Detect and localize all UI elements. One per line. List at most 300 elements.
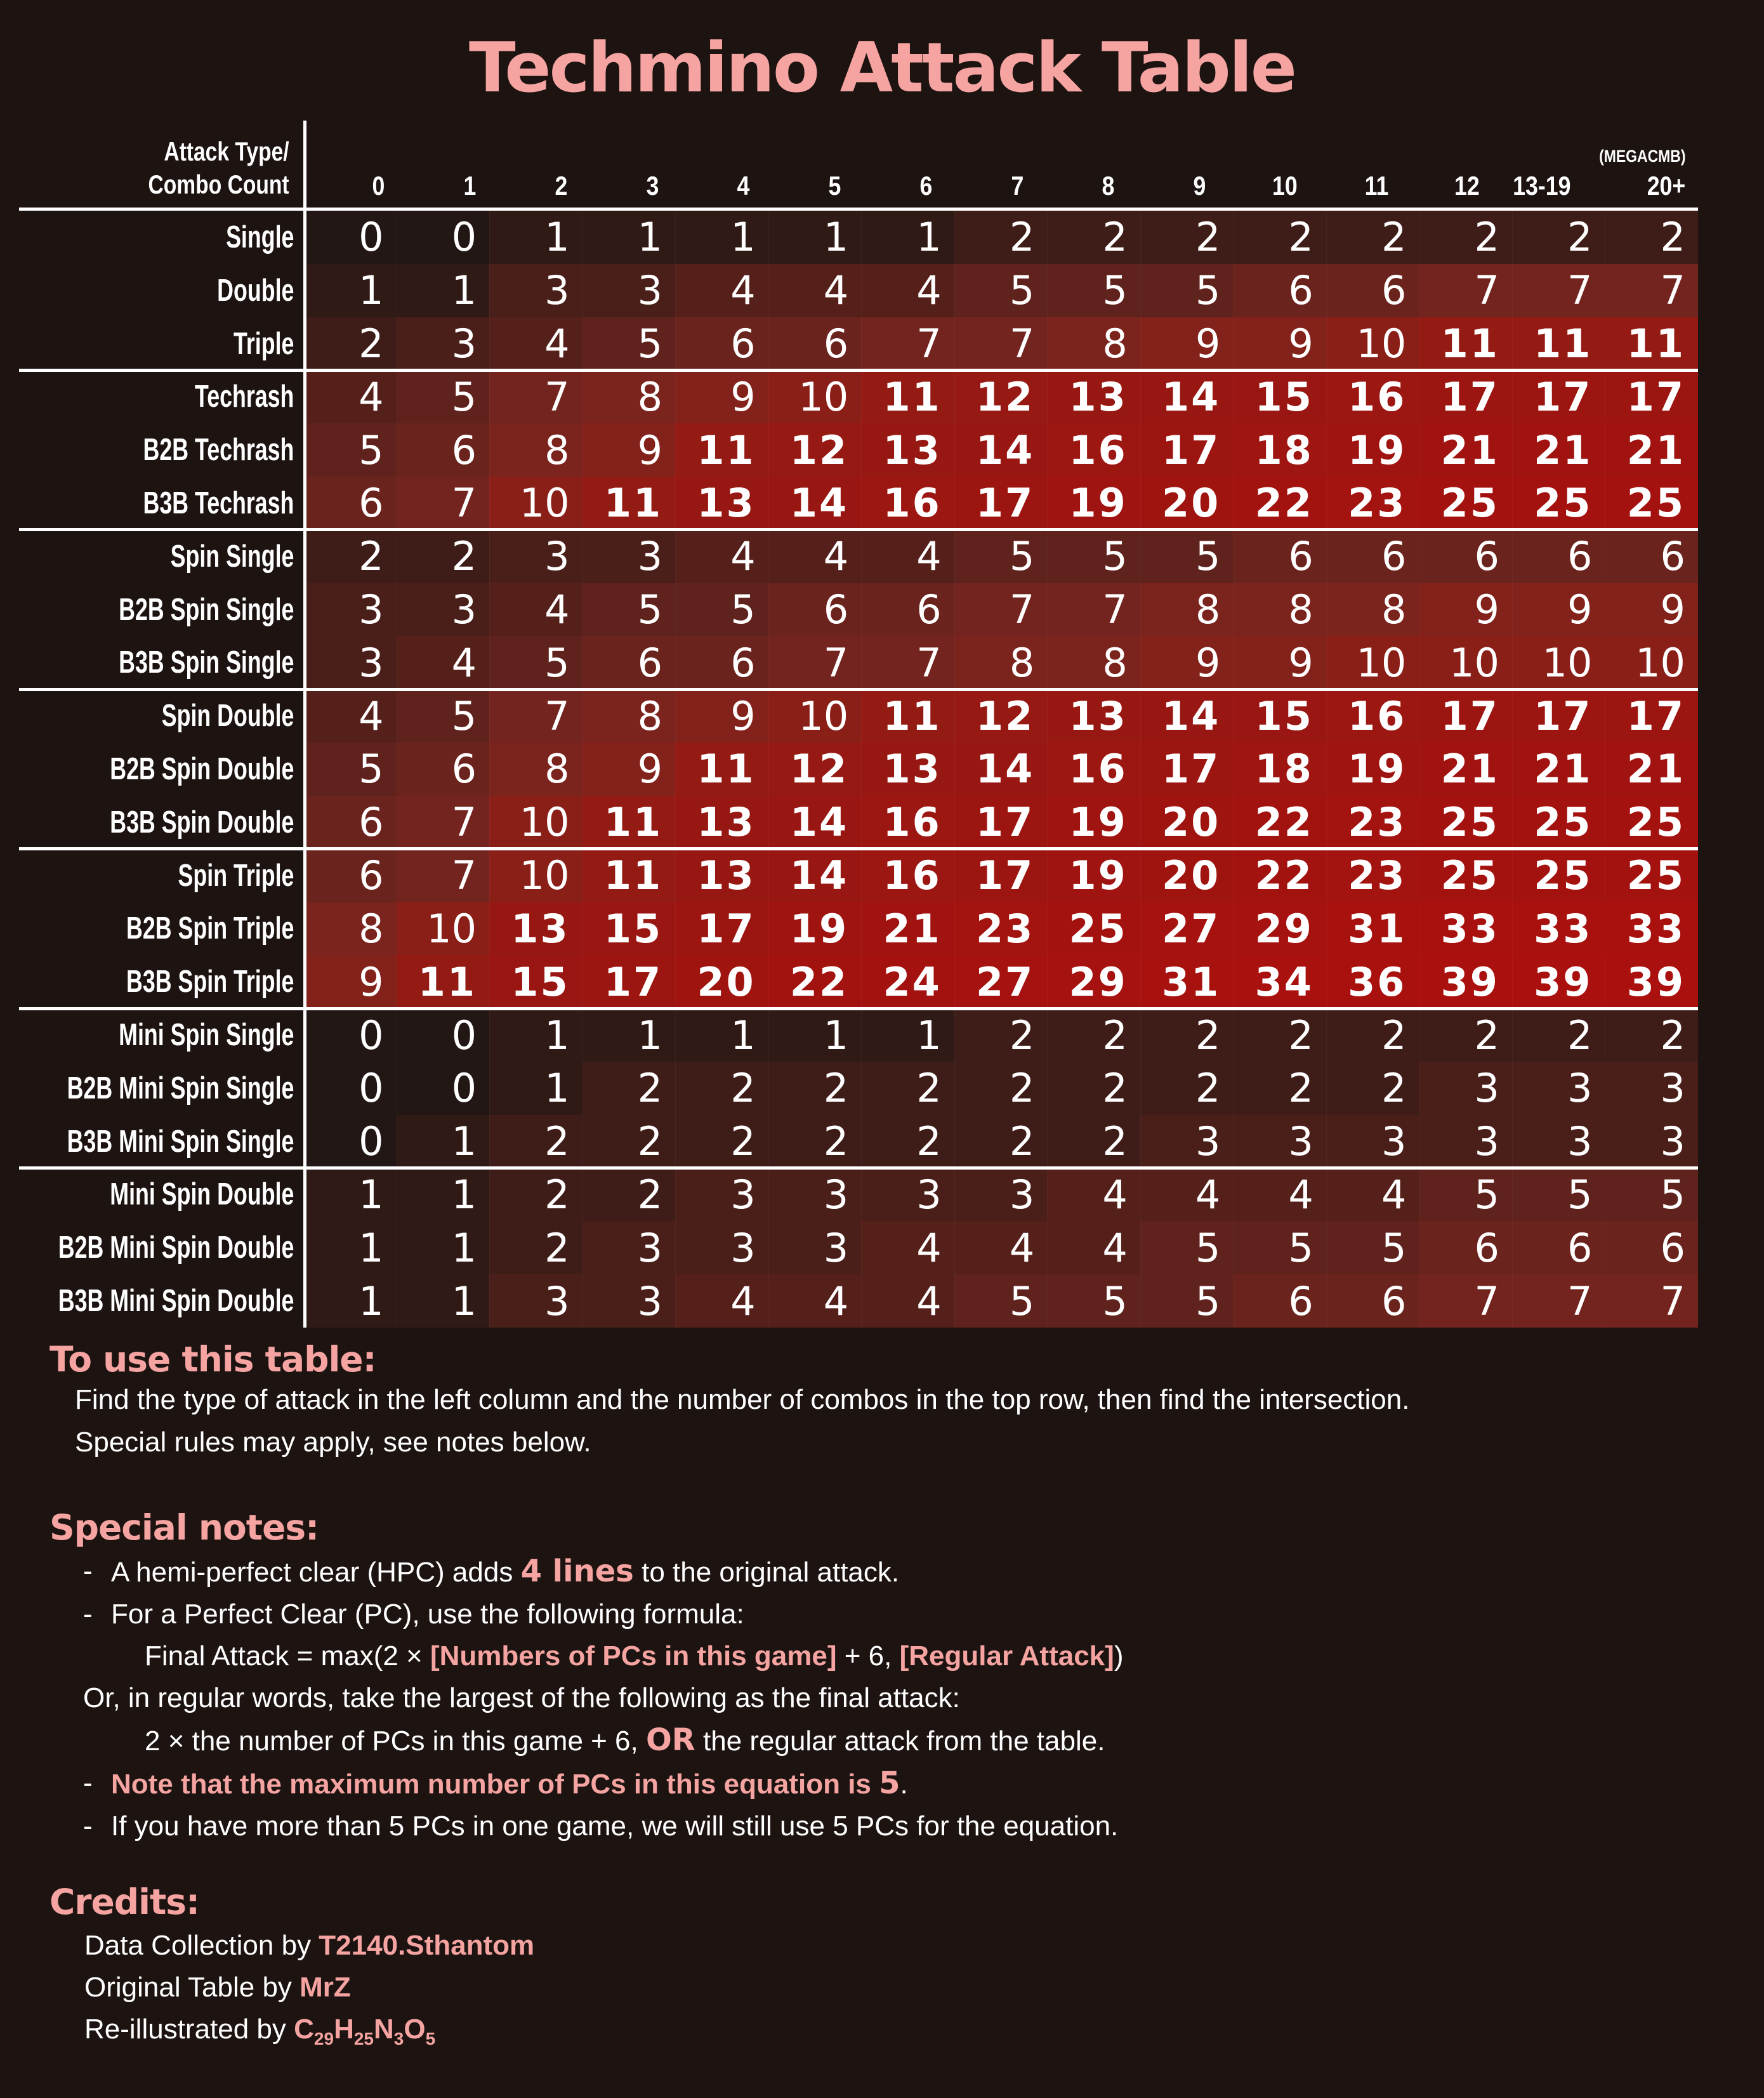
table-row: [19, 636, 1698, 689]
attack-value-cell: 7: [1047, 583, 1140, 637]
attack-value-cell: 3: [583, 530, 676, 583]
column-header-value: 13-19: [1513, 171, 1571, 201]
note-text: [145, 1724, 1105, 1757]
attack-value-cell: 25: [1512, 796, 1605, 849]
attack-value-cell: 13: [675, 849, 768, 902]
attack-value-cell: 9: [1512, 583, 1605, 637]
table-row: [19, 849, 1698, 902]
attack-value-cell: 2: [1047, 1008, 1140, 1062]
attack-value-cell: 12: [768, 423, 862, 477]
how-to-section: [75, 1384, 1409, 1469]
attack-value-cell: 2: [1605, 1008, 1698, 1062]
attack-value-cell: 10: [1605, 636, 1698, 689]
attack-table: [19, 121, 1698, 1328]
attack-value-cell: 2: [583, 1168, 676, 1222]
attack-value-cell: 5: [303, 742, 397, 796]
attack-value-cell: 1: [583, 211, 676, 264]
row-label: Mini Spin Single: [119, 1018, 294, 1053]
row-label: B3B Mini Spin Single: [67, 1124, 294, 1159]
attack-value-cell: 9: [583, 742, 676, 796]
attack-value-cell: 1: [397, 1115, 490, 1168]
attack-value-cell: 19: [1047, 796, 1140, 849]
attack-value-cell: 29: [1233, 902, 1326, 956]
corner-label: [19, 121, 303, 208]
how-to-line: Special rules may apply, see notes below.: [75, 1427, 591, 1458]
column-header: [1584, 121, 1698, 208]
attack-value-cell: 6: [1512, 530, 1605, 583]
credits-heading: Credits:: [49, 1882, 200, 1922]
attack-value-cell: 14: [1140, 689, 1234, 742]
bullet-dash: -: [83, 1767, 93, 1798]
bullet-dash: -: [83, 1811, 93, 1842]
attack-value-cell: 25: [1512, 477, 1605, 530]
row-label: B3B Mini Spin Double: [58, 1284, 294, 1319]
header-separator: [19, 208, 1698, 211]
attack-value-cell: 21: [1605, 742, 1698, 796]
table-row: [19, 1221, 1698, 1274]
attack-value-cell: 8: [1047, 317, 1140, 371]
attack-value-cell: 2: [1140, 211, 1234, 264]
attack-value-cell: 6: [397, 423, 490, 477]
note-line: [83, 1811, 1123, 1842]
attack-value-cell: 25: [1605, 477, 1698, 530]
row-label: Spin Double: [161, 699, 294, 734]
attack-value-cell: 4: [303, 689, 397, 742]
attack-value-cell: 1: [489, 211, 583, 264]
table-row: [19, 264, 1698, 317]
group-separator: [19, 1007, 1698, 1010]
attack-value-cell: 5: [303, 423, 397, 477]
attack-value-cell: 1: [303, 1221, 397, 1274]
column-header: [1036, 121, 1128, 208]
attack-value-cell: 33: [1605, 902, 1698, 956]
attack-value-cell: 15: [489, 955, 583, 1008]
bullet-dash: -: [83, 1599, 93, 1630]
column-header: [945, 121, 1036, 208]
attack-value-cell: 16: [1326, 689, 1419, 742]
table-row: [19, 477, 1698, 530]
attack-value-cell: 6: [1419, 1221, 1512, 1274]
row-label: B3B Techrash: [143, 485, 294, 520]
text-segment: MrZ: [299, 1972, 351, 2003]
attack-value-cell: 6: [1233, 1274, 1326, 1328]
column-header-value: 5: [828, 171, 841, 201]
text-segment: Final Attack = max(2 ×: [145, 1640, 430, 1672]
attack-value-cell: 8: [1233, 583, 1326, 637]
attack-value-cell: 13: [675, 477, 768, 530]
attack-value-cell: 0: [303, 1115, 397, 1168]
attack-value-cell: 3: [489, 264, 583, 317]
attack-value-cell: 1: [397, 1221, 490, 1274]
attack-value-cell: 22: [1233, 796, 1326, 849]
special-notes-section: [83, 1555, 1123, 1852]
attack-value-cell: 3: [583, 264, 676, 317]
attack-value-cell: 8: [1326, 583, 1419, 637]
row-label: B3B Spin Triple: [126, 965, 294, 1000]
column-header-value: 12: [1454, 171, 1480, 201]
attack-value-cell: 0: [303, 1062, 397, 1115]
attack-value-cell: 6: [675, 317, 768, 371]
attack-value-cell: 7: [861, 636, 954, 689]
attack-value-cell: 19: [1047, 477, 1140, 530]
attack-value-cell: 4: [489, 317, 583, 371]
attack-value-cell: 14: [954, 742, 1048, 796]
attack-value-cell: 6: [303, 796, 397, 849]
attack-value-cell: 1: [303, 1168, 397, 1222]
column-header-value: 9: [1193, 171, 1206, 201]
row-label: B2B Mini Spin Single: [67, 1071, 294, 1105]
attack-value-cell: 9: [1605, 583, 1698, 637]
attack-value-cell: 3: [675, 1221, 768, 1274]
attack-value-cell: 8: [303, 902, 397, 956]
attack-value-cell: 12: [954, 370, 1048, 423]
credit-line: [84, 1930, 534, 1962]
attack-value-cell: 1: [861, 211, 954, 264]
attack-value-cell: 5: [1512, 1168, 1605, 1222]
attack-value-cell: 10: [489, 796, 583, 849]
table-row: [19, 530, 1698, 583]
attack-value-cell: 25: [1605, 849, 1698, 902]
attack-value-cell: 8: [1140, 583, 1234, 637]
text-segment: ): [1114, 1640, 1124, 1672]
attack-value-cell: 9: [1140, 636, 1234, 689]
group-separator: [19, 1166, 1698, 1170]
attack-value-cell: 5: [1140, 530, 1234, 583]
attack-value-cell: 8: [583, 370, 676, 423]
attack-value-cell: 11: [583, 477, 676, 530]
attack-value-cell: 17: [1512, 689, 1605, 742]
attack-value-cell: 3: [397, 317, 490, 371]
column-header: [306, 121, 398, 208]
attack-value-cell: 18: [1233, 423, 1326, 477]
row-label: B2B Spin Triple: [126, 911, 294, 946]
attack-value-cell: 6: [1326, 530, 1419, 583]
attack-value-cell: 11: [675, 742, 768, 796]
attack-value-cell: 2: [1233, 211, 1326, 264]
text-segment: Data Collection by: [84, 1930, 319, 1961]
text-segment: 29: [313, 2029, 334, 2049]
attack-value-cell: 2: [861, 1062, 954, 1115]
attack-value-cell: 6: [1326, 264, 1419, 317]
attack-value-cell: 6: [1419, 530, 1512, 583]
attack-value-cell: 2: [1233, 1062, 1326, 1115]
attack-value-cell: 2: [1047, 1062, 1140, 1115]
column-headers: [306, 121, 1698, 208]
attack-value-cell: 1: [303, 1274, 397, 1328]
attack-value-cell: 3: [1605, 1115, 1698, 1168]
note-text: [111, 1811, 1118, 1842]
attack-value-cell: 14: [1140, 370, 1234, 423]
attack-value-cell: 22: [768, 955, 862, 1008]
attack-value-cell: 2: [489, 1221, 583, 1274]
attack-value-cell: 12: [768, 742, 862, 796]
attack-value-cell: 3: [675, 1168, 768, 1222]
attack-value-cell: 9: [675, 370, 768, 423]
table-row: [19, 211, 1698, 264]
attack-value-cell: 4: [1047, 1168, 1140, 1222]
attack-value-cell: 11: [861, 689, 954, 742]
attack-value-cell: 13: [861, 423, 954, 477]
attack-value-cell: 3: [397, 583, 490, 637]
attack-value-cell: 23: [1326, 477, 1419, 530]
text-segment: Re-illustrated by: [84, 2014, 294, 2045]
attack-value-cell: 2: [1419, 211, 1512, 264]
attack-value-cell: 1: [489, 1008, 583, 1062]
attack-value-cell: 17: [1140, 742, 1234, 796]
attack-value-cell: 24: [861, 955, 954, 1008]
attack-value-cell: 10: [1419, 636, 1512, 689]
text-segment: [Numbers of PCs in this game]: [430, 1640, 837, 1672]
attack-value-cell: 2: [1512, 211, 1605, 264]
column-header-value: 2: [555, 171, 568, 201]
attack-value-cell: 0: [397, 1008, 490, 1062]
attack-value-cell: 10: [489, 477, 583, 530]
attack-value-cell: 0: [397, 211, 490, 264]
megacmb-label: (MEGACMB): [1598, 147, 1685, 166]
attack-value-cell: 3: [583, 1274, 676, 1328]
column-header: [854, 121, 945, 208]
attack-value-cell: 7: [397, 849, 490, 902]
attack-value-cell: 10: [768, 370, 862, 423]
attack-value-cell: 16: [1326, 370, 1419, 423]
attack-value-cell: 21: [1605, 423, 1698, 477]
attack-value-cell: 11: [583, 796, 676, 849]
attack-value-cell: 36: [1326, 955, 1419, 1008]
attack-value-cell: 6: [768, 583, 862, 637]
attack-value-cell: 6: [675, 636, 768, 689]
attack-value-cell: 13: [675, 796, 768, 849]
text-segment: Note that the maximum number of PCs in this equation is: [111, 1769, 879, 1800]
attack-value-cell: 20: [1140, 849, 1234, 902]
attack-value-cell: 4: [954, 1221, 1048, 1274]
group-separator: [19, 369, 1698, 372]
attack-value-cell: 17: [1140, 423, 1234, 477]
column-header-value: 6: [919, 171, 933, 201]
attack-value-cell: 2: [583, 1062, 676, 1115]
attack-value-cell: 3: [489, 530, 583, 583]
attack-value-cell: 6: [1512, 1221, 1605, 1274]
attack-value-cell: 4: [675, 264, 768, 317]
text-segment: C: [294, 2014, 314, 2045]
attack-value-cell: 5: [1047, 530, 1140, 583]
column-header: [398, 121, 489, 208]
table-row: [19, 1168, 1698, 1222]
attack-value-cell: 19: [1047, 849, 1140, 902]
column-header: [1219, 121, 1310, 208]
attack-value-cell: 7: [954, 317, 1048, 371]
attack-value-cell: 27: [954, 955, 1048, 1008]
credits-section: [84, 1930, 534, 2065]
attack-value-cell: 39: [1512, 955, 1605, 1008]
attack-value-cell: 11: [397, 955, 490, 1008]
group-separator: [19, 847, 1698, 850]
attack-value-cell: 0: [303, 211, 397, 264]
column-header-value: 4: [737, 171, 750, 201]
attack-value-cell: 16: [1047, 742, 1140, 796]
attack-value-cell: 6: [397, 742, 490, 796]
attack-value-cell: 4: [303, 370, 397, 423]
attack-value-cell: 27: [1140, 902, 1234, 956]
attack-value-cell: 15: [1233, 370, 1326, 423]
attack-value-cell: 17: [583, 955, 676, 1008]
attack-value-cell: 9: [675, 689, 768, 742]
special-notes-heading: Special notes:: [49, 1507, 319, 1548]
attack-value-cell: 6: [861, 583, 954, 637]
attack-value-cell: 2: [1419, 1008, 1512, 1062]
attack-value-cell: 5: [954, 264, 1048, 317]
attack-value-cell: 20: [1140, 796, 1234, 849]
attack-value-cell: 9: [583, 423, 676, 477]
attack-value-cell: 19: [1326, 742, 1419, 796]
row-label: Techrash: [195, 379, 294, 414]
text-segment: T2140.Sthantom: [319, 1930, 535, 1961]
row-label: Single: [226, 220, 294, 254]
attack-value-cell: 10: [1326, 317, 1419, 371]
column-header-value: 3: [646, 171, 659, 201]
attack-value-cell: 23: [954, 902, 1048, 956]
attack-value-cell: 7: [1605, 1274, 1698, 1328]
page-title: Techmino Attack Table: [468, 29, 1296, 108]
how-to-heading: To use this table:: [49, 1339, 376, 1380]
attack-value-cell: 1: [303, 264, 397, 317]
attack-value-cell: 4: [675, 530, 768, 583]
bullet-dash: -: [83, 1555, 93, 1587]
attack-value-cell: 2: [861, 1115, 954, 1168]
table-row: [19, 1062, 1698, 1115]
attack-value-cell: 5: [1140, 1274, 1234, 1328]
attack-value-cell: 7: [489, 370, 583, 423]
row-label: B3B Spin Single: [119, 645, 294, 680]
column-header: [763, 121, 854, 208]
corner-label-line1: Attack Type/: [164, 136, 289, 166]
attack-value-cell: 4: [861, 1274, 954, 1328]
attack-value-cell: 10: [1512, 636, 1605, 689]
attack-value-cell: 15: [1233, 689, 1326, 742]
attack-value-cell: 2: [1512, 1008, 1605, 1062]
table-row: [19, 689, 1698, 742]
attack-value-cell: 1: [768, 1008, 862, 1062]
attack-value-cell: 17: [1419, 370, 1512, 423]
attack-value-cell: 33: [1512, 902, 1605, 956]
attack-value-cell: 6: [768, 317, 862, 371]
attack-value-cell: 5: [1233, 1221, 1326, 1274]
attack-value-cell: 1: [768, 211, 862, 264]
attack-value-cell: 25: [1512, 849, 1605, 902]
text-segment: [Regular Attack]: [899, 1640, 1114, 1672]
attack-value-cell: 4: [768, 1274, 862, 1328]
table-row: [19, 902, 1698, 956]
row-label: Double: [217, 273, 294, 308]
attack-value-cell: 2: [1047, 211, 1140, 264]
row-label: Triple: [233, 326, 294, 361]
attack-value-cell: 3: [303, 636, 397, 689]
attack-value-cell: 2: [954, 1008, 1048, 1062]
attack-value-cell: 2: [303, 317, 397, 371]
attack-value-cell: 4: [861, 1221, 954, 1274]
attack-value-cell: 2: [397, 530, 490, 583]
attack-value-cell: 17: [1419, 689, 1512, 742]
attack-value-cell: 1: [397, 264, 490, 317]
attack-value-cell: 3: [1512, 1062, 1605, 1115]
attack-value-cell: 9: [1233, 317, 1326, 371]
attack-value-cell: 6: [1233, 530, 1326, 583]
attack-value-cell: 2: [303, 530, 397, 583]
attack-value-cell: 2: [583, 1115, 676, 1168]
attack-value-cell: 17: [954, 477, 1048, 530]
attack-value-cell: 4: [1140, 1168, 1234, 1222]
text-segment: .: [900, 1769, 908, 1800]
attack-value-cell: 39: [1605, 955, 1698, 1008]
attack-value-cell: 7: [1512, 264, 1605, 317]
note-line: [83, 1682, 1123, 1714]
text-segment: If you have more than 5 PCs in one game, we will still use 5 PCs for the equation.: [111, 1811, 1119, 1842]
attack-value-cell: 14: [768, 849, 862, 902]
note-text: [111, 1767, 908, 1800]
attack-value-cell: 8: [954, 636, 1048, 689]
column-header-value: 10: [1272, 171, 1298, 201]
attack-value-cell: 4: [1047, 1221, 1140, 1274]
text-segment: 5: [879, 1765, 900, 1801]
attack-value-cell: 2: [1326, 1008, 1419, 1062]
attack-value-cell: 16: [861, 849, 954, 902]
attack-value-cell: 4: [768, 530, 862, 583]
attack-value-cell: 17: [1512, 370, 1605, 423]
attack-value-cell: 34: [1233, 955, 1326, 1008]
attack-value-cell: 2: [954, 211, 1048, 264]
attack-value-cell: 7: [768, 636, 862, 689]
text-segment: N: [374, 2014, 394, 2045]
text-segment: For a Perfect Clear (PC), use the following formula:: [111, 1599, 744, 1630]
credit-line: [84, 1972, 534, 2003]
row-label: B2B Techrash: [143, 433, 294, 468]
attack-value-cell: 9: [303, 955, 397, 1008]
column-header-value: 20+: [1647, 171, 1685, 201]
attack-value-cell: 2: [1233, 1008, 1326, 1062]
text-segment: the regular attack from the table.: [695, 1725, 1105, 1757]
table-rows: [19, 211, 1698, 1328]
column-header: [1128, 121, 1219, 208]
row-label: B2B Spin Single: [119, 592, 294, 627]
note-line: [145, 1724, 1123, 1757]
attack-value-cell: 5: [1326, 1221, 1419, 1274]
text-segment: Original Table by: [84, 1972, 300, 2003]
attack-value-cell: 9: [1419, 583, 1512, 637]
attack-value-cell: 4: [675, 1274, 768, 1328]
attack-value-cell: 2: [1326, 1062, 1419, 1115]
attack-value-cell: 13: [489, 902, 583, 956]
attack-value-cell: 0: [397, 1062, 490, 1115]
attack-value-cell: 4: [861, 264, 954, 317]
note-text: [111, 1555, 899, 1588]
attack-value-cell: 7: [1512, 1274, 1605, 1328]
note-text: [145, 1640, 1123, 1672]
note-line: [83, 1555, 1123, 1588]
row-label: Spin Single: [170, 539, 294, 574]
attack-value-cell: 17: [675, 902, 768, 956]
attack-value-cell: 3: [583, 1221, 676, 1274]
attack-value-cell: 21: [861, 902, 954, 956]
attack-value-cell: 1: [397, 1168, 490, 1222]
attack-value-cell: 8: [1047, 636, 1140, 689]
attack-value-cell: 21: [1419, 423, 1512, 477]
attack-value-cell: 2: [1605, 211, 1698, 264]
text-segment: H: [334, 2014, 354, 2045]
attack-value-cell: 4: [1233, 1168, 1326, 1222]
column-header: [1492, 121, 1584, 208]
note-line: [83, 1767, 1123, 1800]
note-text: [83, 1682, 960, 1714]
attack-value-cell: 5: [1140, 1221, 1234, 1274]
